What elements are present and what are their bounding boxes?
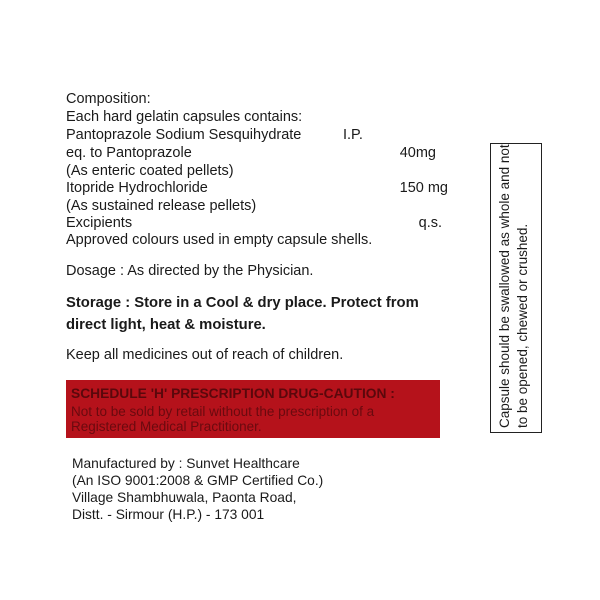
ingredient-2-quantity: 150 mg — [399, 180, 448, 196]
manufacturer-line-3: Village Shambhuwala, Paonta Road, — [72, 490, 297, 505]
ingredient-1-name: Pantoprazole Sodium Sesquihydrate — [66, 127, 302, 143]
manufacturer-line-2: (An ISO 9001:2008 & GMP Certified Co.) — [72, 473, 324, 488]
storage-line-2: direct light, heat & moisture. — [66, 317, 266, 333]
swallow-notice-line-1: Capsule should be swallowed as whole and not — [497, 144, 512, 428]
ingredient-1-note: (As enteric coated pellets) — [66, 163, 234, 179]
schedule-h-line-2: Registered Medical Practitioner. — [71, 419, 262, 434]
swallow-notice-line-2: to be opened, chewed or crushed. — [515, 223, 530, 428]
manufacturer-line-4: Distt. - Sirmour (H.P.) - 173 001 — [72, 507, 265, 522]
schedule-h-caution-box — [66, 380, 440, 438]
ingredient-2-name: Itopride Hydrochloride — [66, 180, 208, 196]
ingredient-1-quantity: 40mg — [399, 145, 436, 161]
keep-away-warning: Keep all medicines out of reach of children. — [66, 347, 344, 363]
ingredient-2-note: (As sustained release pellets) — [66, 198, 257, 214]
schedule-h-line-1: Not to be sold by retail without the prescription of a — [71, 404, 375, 419]
capsule-colours-note: Approved colours used in empty capsule shells. — [66, 232, 373, 248]
swallow-whole-notice-box — [490, 143, 542, 433]
composition-heading: Composition: — [66, 91, 151, 107]
manufacturer-line-1: Manufactured by : Sunvet Healthcare — [72, 456, 300, 471]
dosage-text: Dosage : As directed by the Physician. — [66, 263, 314, 279]
ingredient-1-equivalent: eq. to Pantoprazole — [66, 145, 192, 161]
storage-line-1: Storage : Store in a Cool & dry place. Protect from — [66, 295, 419, 311]
composition-intro: Each hard gelatin capsules contains: — [66, 109, 303, 125]
schedule-h-title: SCHEDULE 'H' PRESCRIPTION DRUG-CAUTION : — [71, 386, 395, 401]
ingredient-1-standard: I.P. — [343, 127, 363, 143]
ingredient-3-name: Excipients — [66, 215, 133, 231]
ingredient-3-quantity: q.s. — [418, 215, 442, 231]
